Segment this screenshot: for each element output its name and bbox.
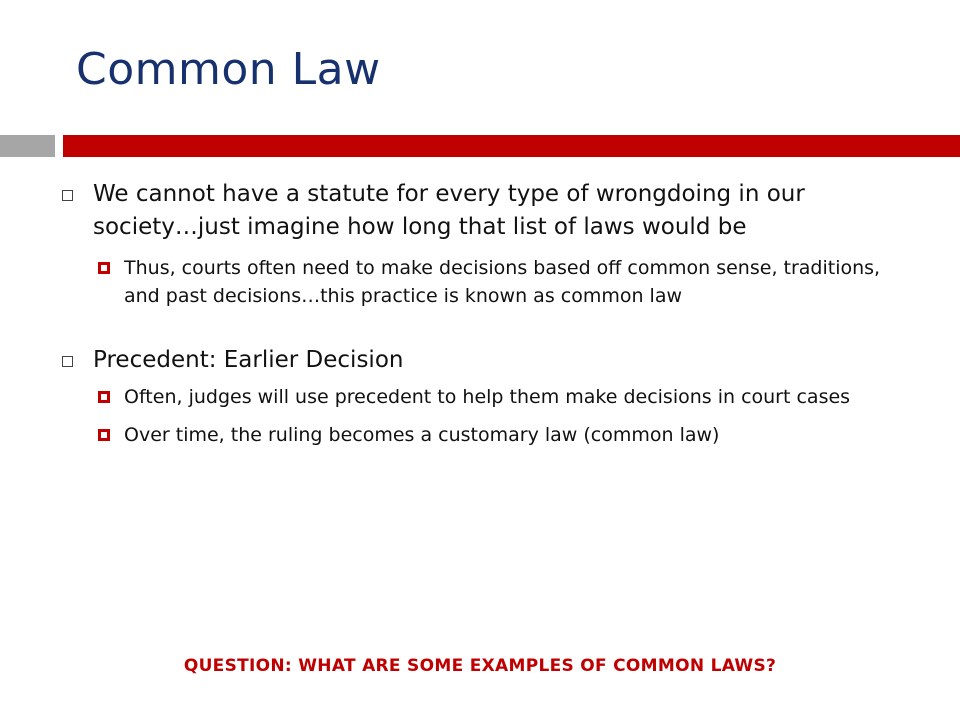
red-square-bullet-icon xyxy=(98,391,110,403)
slide-title: Common Law xyxy=(76,44,381,95)
bullet-1-sub-1-text: Thus, courts often need to make decisions based off common sense, traditions, and past decisions…this practice is known as common law xyxy=(124,257,881,307)
bullet-1 xyxy=(60,178,910,244)
red-square-bullet-icon xyxy=(98,429,110,441)
bullet-2 xyxy=(60,344,910,377)
question-prompt: QUESTION: WHAT ARE SOME EXAMPLES OF COMMON LAWS? xyxy=(183,656,777,676)
bullet-2-sub-2 xyxy=(60,421,910,449)
bullet-2-text: Precedent: Earlier Decision xyxy=(93,347,404,373)
red-square-bullet-icon xyxy=(98,262,110,274)
bullet-2-sub-1-text: Often, judges will use precedent to help them make decisions in court cases xyxy=(124,386,851,408)
spacer xyxy=(60,310,910,344)
bullet-2-sub-1 xyxy=(60,383,910,411)
bullet-1-text: We cannot have a statute for every type of wrongdoing in our society…just imagine how long that list of laws would be xyxy=(93,181,805,240)
bullet-1-sub-1 xyxy=(60,254,910,310)
hollow-square-icon xyxy=(62,190,73,201)
bullet-2-sub-2-text: Over time, the ruling becomes a customary law (common law) xyxy=(124,424,720,446)
title-divider-gray xyxy=(0,135,55,157)
title-divider-red xyxy=(63,135,960,157)
hollow-square-icon xyxy=(62,356,73,367)
slide-content xyxy=(60,178,910,449)
